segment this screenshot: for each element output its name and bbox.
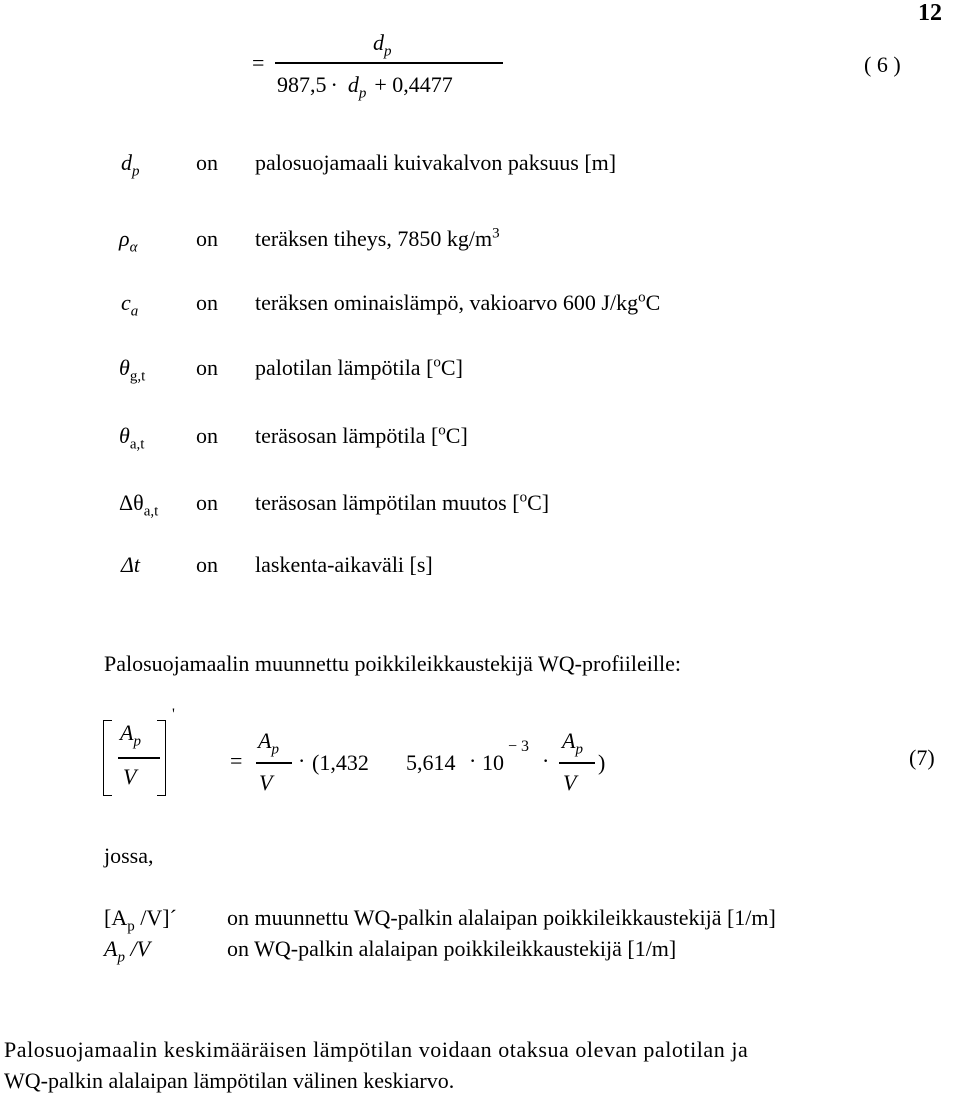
page-number: 12 — [918, 0, 942, 26]
definition-text: laskenta-aikaväli [s] — [255, 552, 433, 577]
definition-text: on WQ-palkin alalaipan poikkileikkaustekijä [1/m] — [227, 936, 677, 961]
definition-verb: on — [196, 150, 218, 175]
eq6-number: ( 6 ) — [864, 52, 901, 77]
eq7-lhs-numerator: $A_p$ — [120, 720, 141, 750]
definition-symbol: $\rho_\alpha$ — [119, 226, 138, 256]
eq7-ten: 10 — [482, 750, 504, 775]
definition-text: teräsosan lämpötilan muutos [$^o$C] — [255, 489, 550, 515]
eq7-r1-fraction-bar — [256, 762, 292, 764]
eq7-equals: = — [230, 748, 243, 773]
definition-verb: on — [196, 226, 218, 251]
eq7-paren-close: ) — [598, 750, 606, 775]
definition-text: teräksen tiheys, 7850 $kg/m^3$ — [255, 225, 500, 251]
definition-verb: on — [196, 423, 218, 448]
eq7-number: (7) — [909, 745, 935, 770]
definition-symbol: Δt — [121, 552, 141, 577]
eq6-denom-sub: p — [358, 85, 367, 102]
eq7-lhs-fraction-bar — [118, 757, 160, 759]
eq7-lhs-denominator: V — [123, 764, 137, 789]
eq7-dot-2: · — [469, 748, 477, 773]
closing-line-2: WQ-palkin alalaipan lämpötilan välinen keskiarvo. — [4, 1068, 455, 1093]
eq7-exponent: − 3 — [508, 738, 530, 755]
definition-verb: on — [196, 552, 218, 577]
eq7-r2-numerator: $A_p$ — [562, 728, 583, 758]
eq7-minus-term: 5,614 — [406, 750, 456, 775]
definition-text: teräsosan lämpötila [$^o$C] — [255, 422, 468, 448]
eq7-r2-fraction-bar — [559, 762, 595, 764]
definition-verb: on — [196, 355, 218, 380]
definition-text: on muunnettu WQ-palkin alalaipan poikkileikkaustekijä [1/m] — [227, 905, 776, 930]
section-factor-heading: Palosuojamaalin muunnettu poikkileikkaustekijä WQ-profiileille: — [104, 651, 681, 676]
eq7-r1-denominator: V — [259, 770, 273, 795]
eq6-denom-a: 987,5 — [277, 72, 327, 97]
eq6-fraction-bar — [275, 62, 503, 64]
closing-line-1: Palosuojamaalin keskimääräisen lämpötilan voidaan otaksua olevan palotilan ja — [4, 1037, 749, 1062]
definition-verb: on — [196, 490, 218, 515]
eq7-lhs-left-bracket — [103, 720, 112, 796]
definition-text: teräksen ominaislämpö, vakioarvo 600 $J/kg^oC$ — [255, 289, 661, 315]
eq6-numerator: $d_p$ — [373, 30, 392, 60]
eq7-dot-3: · — [542, 748, 550, 773]
definition-symbol: $A_p$ /V — [104, 936, 151, 966]
eq6-denom-c: + 0,4477 — [374, 72, 453, 97]
eq6-denom-b: d — [347, 72, 359, 97]
eq7-lhs-right-bracket — [157, 720, 166, 796]
definition-symbol: $\theta_{g,t}$ — [119, 355, 146, 385]
eq7-dot-1: · — [298, 748, 306, 773]
eq6-denominator — [277, 72, 453, 102]
eq7-r2-denominator: V — [563, 770, 577, 795]
definition-symbol: $d_p$ — [121, 150, 140, 180]
eq6-equals: = — [252, 50, 265, 75]
eq7-lhs-prime: ' — [172, 706, 175, 723]
definition-symbol: $\Delta\theta_{a,t}$ — [119, 490, 159, 520]
definition-text: palosuojamaali kuivakalvon paksuus [m] — [255, 150, 617, 175]
eq7-paren-open: (1,432 — [312, 750, 369, 775]
definition-verb: on — [196, 290, 218, 315]
eq7-r1-numerator: $A_p$ — [258, 728, 279, 758]
eq6-numerator-sub: p — [384, 43, 392, 60]
eq6-denom-dot: · — [330, 72, 338, 97]
definition-text: palotilan lämpötila [$^o$C] — [255, 354, 463, 380]
definition-symbol: $\theta_{a,t}$ — [119, 423, 145, 453]
definition-symbol: $c_a$ — [121, 290, 139, 320]
definition-symbol: [$A_p$ /V]´ — [104, 905, 177, 935]
jossa-label: jossa, — [104, 843, 154, 868]
